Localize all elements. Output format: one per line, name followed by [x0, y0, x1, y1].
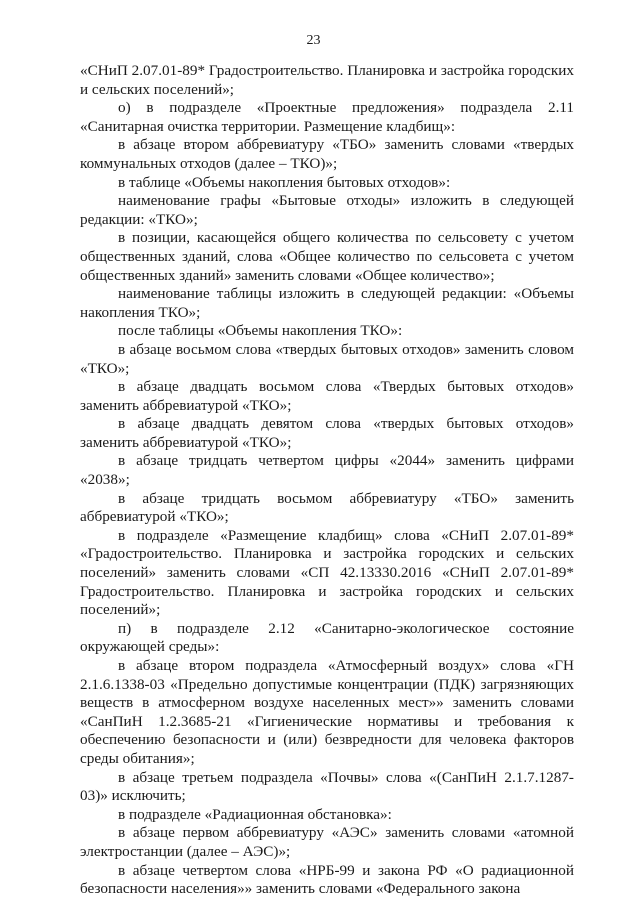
paragraph: в абзаце четвертом слова «НРБ-99 и закона РФ «О радиационной безопасности населения»» заменить словами «Федерального закона — [80, 861, 574, 898]
paragraph: в абзаце третьем подраздела «Почвы» слова «(СанПиН 2.1.7.1287-03)» исключить; — [80, 768, 574, 805]
paragraph: о) в подразделе «Проектные предложения» подраздела 2.11 «Санитарная очистка территории. Размещение кладбищ»: — [80, 99, 574, 135]
paragraph: наименование графы «Бытовые отходы» изложить в следующей редакции: «ТКО»; — [80, 192, 574, 228]
paragraph: в позиции, касающейся общего количества по сельсовету с учетом общественных зданий, слова «Общее количество по сельсовета с учетом общественных зданий» заменить словами «Общее количество»; — [80, 229, 574, 284]
paragraph: в абзаце тридцать восьмом аббревиатуру «ТБО» заменить аббревиатурой «ТКО»; — [80, 489, 574, 526]
paragraph: в абзаце втором аббревиатуру «ТБО» заменить словами «твердых коммунальных отходов (далее – ТКО)»; — [80, 136, 574, 172]
page-number: 23 — [306, 33, 321, 48]
paragraph: «СНиП 2.07.01-89* Градостроительство. Планировка и застройка городских и сельских поселений»; — [80, 62, 574, 98]
paragraph: наименование таблицы изложить в следующей редакции: «Объемы накопления ТКО»; — [80, 285, 574, 321]
paragraph: в абзаце двадцать девятом слова «твердых бытовых отходов» заменить аббревиатурой «ТКО»; — [80, 415, 574, 451]
paragraph: п) в подразделе 2.12 «Санитарно-экологическое состояние окружающей среды»: — [80, 619, 574, 656]
paragraph: в абзаце первом аббревиатуру «АЭС» заменить словами «атомной электростанции (далее – АЭС)»; — [80, 824, 574, 860]
paragraph: в абзаце восьмом слова «твердых бытовых отходов» заменить словом «ТКО»; — [80, 340, 574, 377]
paragraph: в абзаце втором подраздела «Атмосферный воздух» слова «ГН 2.1.6.1338-03 «Предельно допустимые концентрации (ПДК) загрязняющих веществ в атмосферном воздухе населенных мест»» заменить словами «СанПиН 1.2.3685-21 «Гигиенические нормативы и требования к обеспечению безопасности и (или) безвредности для человека факторов среды обитания»; — [80, 657, 574, 767]
paragraph: в абзаце двадцать восьмом слова «Твердых бытовых отходов» заменить аббревиатурой «ТКО»; — [80, 378, 574, 414]
paragraph: в подразделе «Радиационная обстановка»: — [118, 805, 392, 823]
paragraph: после таблицы «Объемы накопления ТКО»: — [118, 322, 403, 340]
document-body — [80, 62, 574, 899]
paragraph: в подразделе «Размещение кладбищ» слова «СНиП 2.07.01-89* «Градостроительство. Планировка и застройка городских и сельских поселений» заменить словами «СП 42.13330.2016 «СНиП 2.07.01-89* Градостроительство. Планировка и застройка городских и сельских поселений»; — [80, 526, 574, 619]
paragraph: в таблице «Объемы накопления бытовых отходов»: — [118, 173, 451, 191]
paragraph: в абзаце тридцать четвертом цифры «2044» заменить цифрами «2038»; — [80, 452, 574, 489]
